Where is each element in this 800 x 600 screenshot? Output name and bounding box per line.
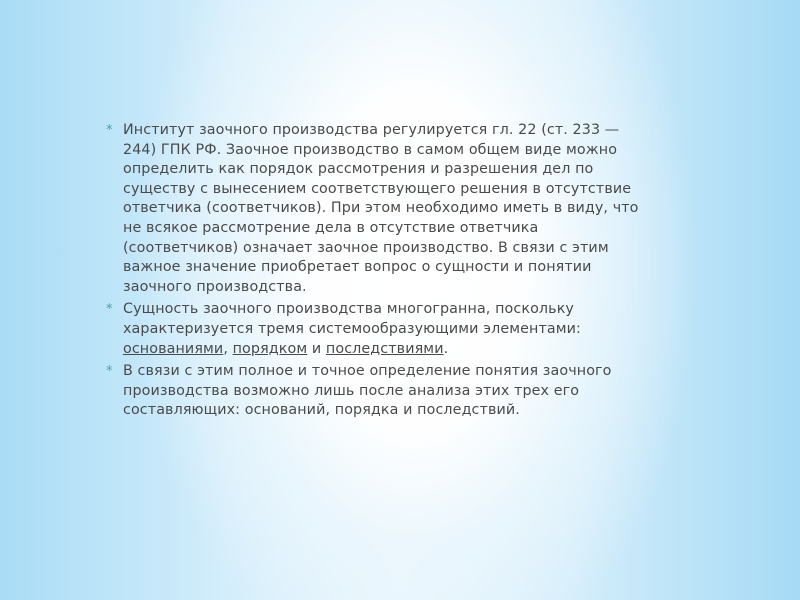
separator-text: и xyxy=(307,340,326,357)
bullet-icon: * xyxy=(106,302,113,318)
bullet-item-1 xyxy=(106,121,646,297)
bullet-item-3 xyxy=(106,362,646,421)
bullet-text: В связи с этим полное и точное определение понятия заочного производства возможно лишь после анализа этих трех его составляющих: оснований, порядка и последствий. xyxy=(123,363,612,419)
separator-text: , xyxy=(223,340,233,357)
period-text: . xyxy=(443,340,449,357)
link-posledstviya[interactable]: последствиями xyxy=(325,340,444,357)
bullet-text: Сущность заочного производства многогранна, поскольку характеризуется тремя системообразующими элементами: xyxy=(123,301,581,337)
bullet-item-2 xyxy=(106,300,646,359)
link-osnovaniya[interactable]: основаниями xyxy=(123,340,224,357)
bullet-icon: * xyxy=(106,364,113,380)
slide-content xyxy=(106,121,646,424)
bullet-text: Институт заочного производства регулируется гл. 22 (ст. 233 —244) ГПК РФ. Заочное производство в самом общем виде можно определить как порядок рассмотрения и разрешения дел по существу с вынесением соответствующего решения в отсутствие ответчика (соответчиков). При этом необходимо иметь в виду, что не всякое рассмотрение дела в отсутствие ответчика (соответчиков) означает заочное производство. В связи с этим важное значение приобретает вопрос о сущности и понятии заочного производства. xyxy=(123,122,639,295)
link-poryadok[interactable]: порядком xyxy=(232,340,308,357)
bullet-icon: * xyxy=(106,123,113,138)
